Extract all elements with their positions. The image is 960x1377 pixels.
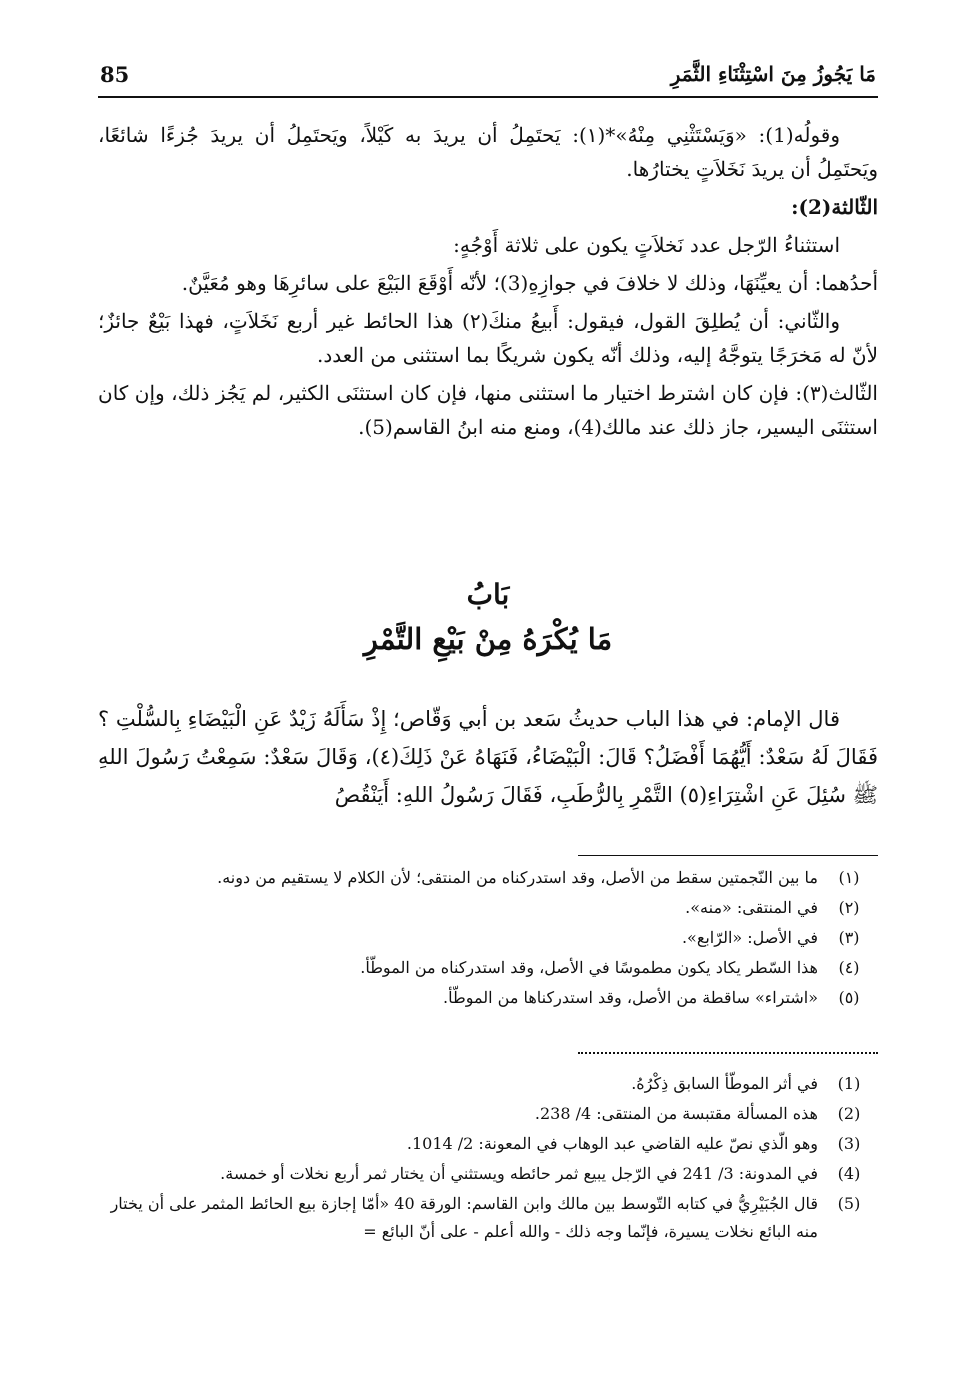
chapter-title: مَا يُكْرَهُ مِنْ بَيْعِ التَّمْرِ (363, 622, 613, 656)
footnote-item (98, 924, 878, 952)
footnote-item (98, 864, 878, 892)
footnote-item (98, 984, 878, 1012)
footnote-item (98, 1100, 878, 1128)
footnote-item (98, 894, 878, 922)
footnote-number: (2) (837, 1104, 861, 1123)
footnote-number: (٢) (838, 898, 860, 917)
page-header (98, 52, 878, 100)
footnote-number: (4) (837, 1164, 861, 1183)
footnote-separator (578, 855, 878, 856)
footnote-number: (5) (837, 1194, 861, 1213)
paragraph: استثناءُ الرّجل عدد نَخلاَتٍ يكون على ثلاثة أَوْجُهٍ: (453, 233, 840, 257)
footnote-text: في الأصل: «الرّابع». (681, 928, 818, 947)
subheading-third-issue: الثّالثة(2): (791, 195, 878, 219)
footnote-item (98, 1070, 878, 1098)
footnote-text: وهو الّذي نصّ عليه القاضي عبد الوهاب في المعونة: 2/ 1014. (406, 1134, 818, 1153)
footnote-text: في المنتقى: «منه». (685, 898, 818, 917)
footnote-dotted-separator (578, 1052, 878, 1054)
footnote-item (98, 954, 878, 982)
footnote-item (98, 1190, 878, 1246)
author-footnotes (98, 1070, 878, 1248)
footnote-text: ما بين النّجمتين سقط من الأصل، وقد استدركناه من المنتقى؛ لأن الكلام لا يستقيم من دونه. (217, 868, 818, 887)
footnote-number: (٤) (838, 958, 860, 977)
page-number: 85 (100, 62, 130, 87)
editor-footnotes (98, 864, 878, 1014)
running-title: مَا يَجُوزُ مِنَ اسْتِثْنَاءِ الثَّمَرِ (670, 62, 876, 86)
header-rule (98, 96, 878, 98)
paragraph: والثّاني: أن يُطلِقَ القول، فيقول: أَبيعُ منكَ(٢) هذا الحائط غير أربع نَخَلاَتٍ، فهذا بَيْعٌ جائزٌ؛ لأنّ له مَخرَجًا يتوجَّهُ إليه، وذلك أنّه يكون شريكًا بما استثنى من العدد. (98, 309, 878, 367)
footnote-text: هذا السّطر يكاد يكون مطموسًا في الأصل، وقد استدركناه من الموطّأ. (360, 958, 818, 977)
chapter-label: بَابُ (466, 578, 510, 611)
footnote-number: (٥) (838, 988, 860, 1007)
main-text-section-2 (98, 700, 878, 818)
footnote-number: (١) (838, 868, 860, 887)
footnote-text: هذه المسألة مقتبسة من المنتقى: 4/ 238. (534, 1104, 818, 1123)
footnote-text: في أثر الموطّأ السابق ذِكْرُهُ. (631, 1074, 818, 1093)
footnote-text: قال الجُبَيْرِيُّ في كتابه التّوسط بين مالك وابن القاسم: الورقة 40 «أمّا إجازة بيع الحائط المثمر على أن يختار منه البائع نخلات يسيرة، فإنّما وجه ذلك - والله أعلم - على أنّ البائع = (110, 1194, 818, 1241)
main-text-section-1 (98, 118, 878, 448)
paragraph: أحدُهما: أن يعيِّنَهَا، وذلك لا خلافَ في جوازِهِ(3)؛ لأنّه أَوْقَعَ البَيْعَ على سائرِهَا وهو مُعَيَّنٌ. (181, 271, 878, 295)
paragraph: قال الإمام: في هذا الباب حديثُ سَعد بن أبي وَقّاص؛ إِذْ سَأَلَهُ زَيْدٌ عَنِ الْبَيْضَاءِ بِالسُّلْتِ ؟ فَقَالَ لَهُ سَعْدٌ: أَيُّهُمَا أَفْضَلُ؟ قَالَ: الْبَيْضَاءُ، فَنَهَاهُ عَنْ ذَلِكَ(٤)، وَقَالَ سَعْدٌ: سَمِعْتُ رَسُولَ اللهِ ﷺ سُئِلَ عَنِ اشْتِرَاءِ(٥) التَّمْرِ بِالرُّطَبِ، فَقَالَ رَسُولُ اللهِ: أَيَنْقُصُ (98, 707, 878, 807)
paragraph: الثّالث(٣): فإن كان اشترط اختيار ما استثنى منها، فإن كان استثنَى الكثير، لم يَجُز ذلك، وإن كان استثنَى اليسير، جاز ذلك عند مالك(4)، ومنع منه ابنُ القاسم(5). (98, 381, 878, 439)
footnote-text: في المدونة: 3/ 241 في الرّجل يبيع ثمر حائطه ويستثني أن يختار ثمر أربع نخلات أو خمسة. (220, 1164, 818, 1183)
footnote-number: (3) (837, 1134, 861, 1153)
footnote-text: «اشتراء» ساقطة من الأصل، وقد استدركناها من الموطّأ. (443, 988, 818, 1007)
footnote-item (98, 1160, 878, 1188)
footnote-number: (٣) (838, 928, 860, 947)
paragraph: وقولُه(1): «وَيَسْتَثْنِي مِنْهُ»*(١): يَحتَمِلُ أن يريدَ به كَيْلاً، ويَحتَمِلُ أن يريدَ جُزءًا شائعًا، ويَحتَمِلُ أن يريدَ نَخَلاَتٍ يختارُها. (98, 123, 878, 181)
footnote-item (98, 1130, 878, 1158)
footnote-number: (1) (837, 1074, 861, 1093)
